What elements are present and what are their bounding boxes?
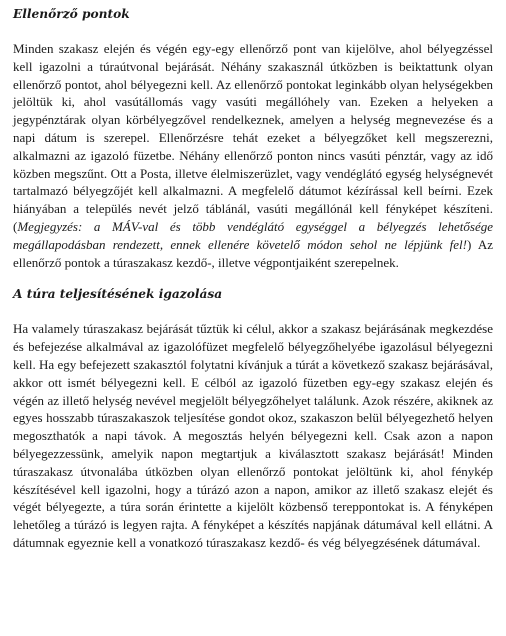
checkpoints-text-end: ) Az ellenőrző pontok a túraszakasz kezdő-, illetve végpontjaiként szerepelnek. [13, 236, 493, 270]
checkpoints-text: Minden szakasz elején és végén egy-egy ellenőrző pont van kijelölve, ahol bélyegzéssel kell igazolni a túraútvonal bejárását. Néhány szakasznál útközben is beiktattunk olyan ellenőrző pontot, ahol bélyegezni kell. Az ellenőrző pontokat leginkább olyan helységekben jelöltük ki, ahol vasútállomás vagy vasúti megállóhely van. Ezeken a helyeken a jegypénztárak olyan körbélyegzővel rendelkeznek, amelyen a helység megnevezése és a napi dátum is szerepel. Ellenőrzésre tehát ezeket a bélyegzőket kell megszerezni, alkalmazni az igazoló füzetbe. Néhány ellenőrző ponton nincs vasúti pénztár, vagy az idő közben megszűnt. Ott a Posta, illetve élelmiszerüzlet, vagy vendéglátó egység helységnevét tartalmazó bélyegzőjét kell alkalmazni. A megfelelő dátumot kézírással kell beírni. Ezek hiányában a település nevét jelző táblánál, vasúti megállónál kell fényképet készíteni. ( [13, 41, 493, 234]
checkpoints-paragraph [13, 40, 493, 271]
section-heading-verification: A túra teljesítésének igazolása [13, 287, 223, 302]
checkpoints-note: Megjegyzés: a MÁV-val és több vendéglátó egységgel a bélyegzés lehetősége megállapodásban rendezett, ennek ellenére követelő módon sehol ne lépjünk fel! [13, 218, 493, 252]
section-heading-checkpoints: Ellenőrző pontok [13, 7, 130, 21]
verification-paragraph: Ha valamely túraszakasz bejárását tűztük ki célul, akkor a szakasz bejárásának megkezdése és befejezése alkalmával az igazolófüzet megfelelő bélyegzőhelyébe igazolásul bélyegezni kell. Ha egy befejezett szakasztól folytatni kívánjuk a túrát a következő szakasz bejárásával, akkor ott ismét bélyegezni kell. E célból az igazoló füzetben egy-egy szakasz elején és végén az illető helység nevével megjelölt bélyegzőhelyet találunk. Azok részére, akiknek az egyes hosszabb túraszakaszok teljesítése gondot okoz, szakaszon belül bélyegezhető helyen megoszthatók a napi távok. A megosztás helyén bélyegezni kell. Csak azon a napon bélyegezzessünk, amelyik napon megtartjuk a kiválasztott szakasz bejárását! Minden túraszakasz útvonalába útközben olyan ellenőrző pontokat jelöltünk ki, ahol fénykép készítésével kell igazolni, hogy a túrázó azon a napon, amikor az illető szakasz elejét és végét bélyegezte, a túra során érintette a kijelölt közbenső tereppontokat is. A fényképen lehetőleg a túrázó is legyen rajta. A fényképet a készítés napjának dátumával kell ellátni. A dátumnak egyeznie kell a vonatkozó túraszakasz kezdő- és vég bélyegzésének dátumával. [13, 321, 493, 550]
